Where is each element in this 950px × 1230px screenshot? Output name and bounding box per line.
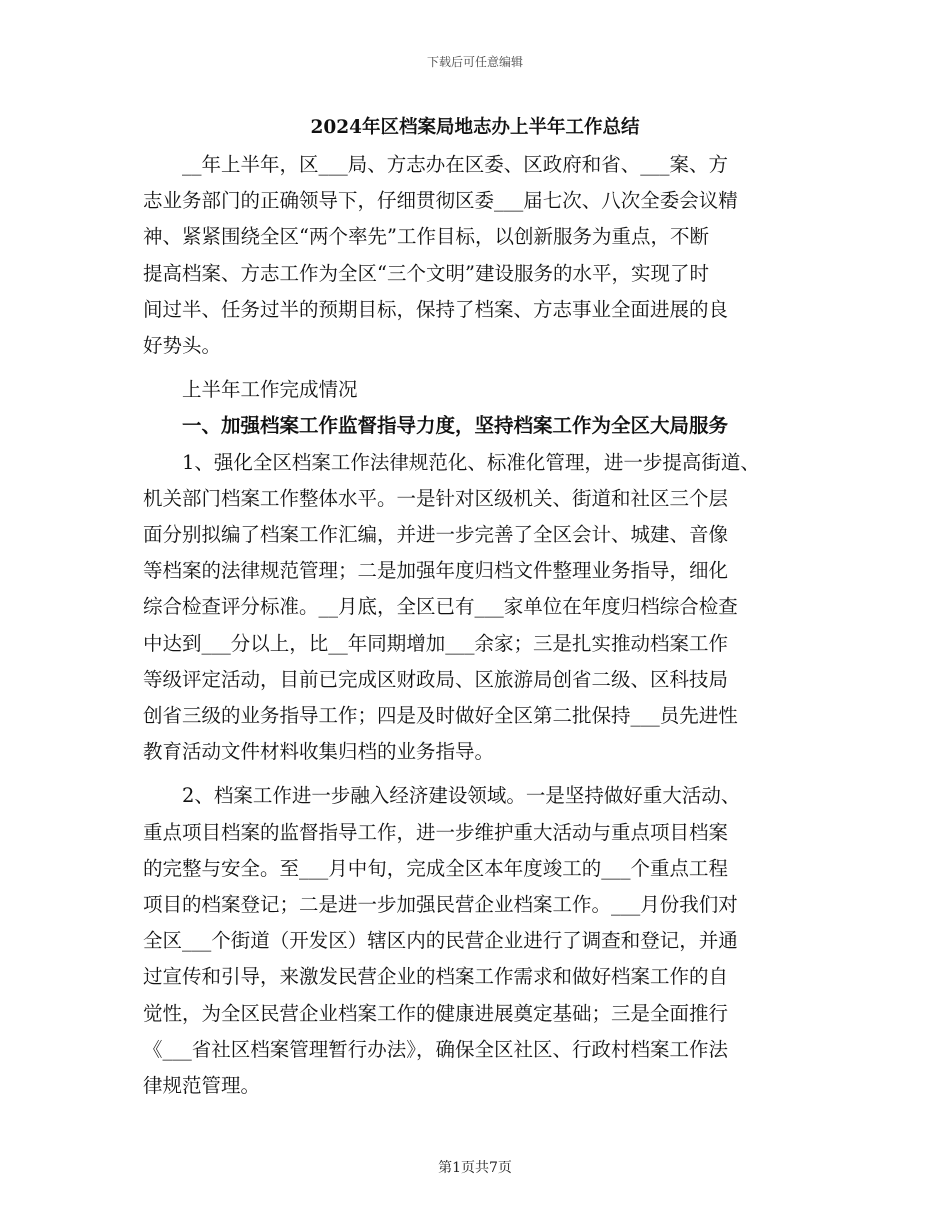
text-line: 2、档案工作进一步融入经济建设领域。一是坚持做好重大活动、: [143, 784, 741, 808]
document-body: [143, 147, 823, 1104]
text-line: 面分别拟编了档案工作汇编，并进一步完善了全区会计、城建、音像: [143, 523, 729, 547]
text-line: 教育活动文件材料收集归档的业务指导。: [143, 740, 495, 764]
section-heading-bold: [143, 408, 823, 444]
text-line: 综合检查评分标准。__月底，全区已有___家单位在年度归档综合检查: [143, 595, 738, 619]
text-line: 律规范管理。: [143, 1074, 261, 1098]
text-line: 间过半、任务过半的预期目标，保持了档案、方志事业全面进展的良: [143, 297, 729, 321]
text-line: 重点项目档案的监督指导工作，进一步维护重大活动与重点项目档案: [143, 820, 729, 844]
text-line: 提高档案、方志工作为全区“三个文明”建设服务的水平，实现了时: [143, 261, 709, 285]
section-heading-plain: [143, 372, 823, 408]
paragraph-item-1: [143, 445, 823, 771]
text-line: 机关部门档案工作整体水平。一是针对区级机关、街道和社区三个层: [143, 486, 729, 510]
text-line: 过宣传和引导，来激发民营企业的档案工作需求和做好档案工作的自: [143, 965, 729, 989]
document-title: 2024年区档案局地志办上半年工作总结: [310, 117, 640, 138]
text-line: 《___省社区档案管理暂行办法》，确保全区社区、行政村档案工作法: [143, 1037, 729, 1061]
paragraph-intro: [143, 147, 823, 364]
paragraph-item-2: [143, 778, 823, 1104]
page-footer: 第1页共7页: [438, 1160, 512, 1176]
text-line: 神、紧紧围绕全区“两个率先”工作目标，以创新服务为重点，不断: [143, 225, 709, 249]
text-line: 1、强化全区档案工作法律规范化、标准化管理，进一步提高街道、: [143, 450, 760, 474]
text-line: 等档案的法律规范管理；二是加强年度归档文件整理业务指导，细化: [143, 559, 729, 583]
text-line: 创省三级的业务指导工作；四是及时做好全区第二批保持___员先进性: [143, 704, 738, 728]
text-line: 全区___个街道（开发区）辖区内的民营企业进行了调查和登记，并通: [143, 929, 738, 953]
text-line: 的完整与安全。至___月中旬，完成全区本年度竣工的___个重点工程: [143, 856, 729, 880]
text-line: __年上半年，区___局、方志办在区委、区政府和省、___案、方: [143, 153, 729, 176]
text-line: 一、加强档案工作监督指导力度，坚持档案工作为全区大局服务: [143, 414, 729, 438]
text-line: 上半年工作完成情况: [143, 378, 358, 402]
text-line: 觉性，为全区民营企业档案工作的健康进展奠定基础；三是全面推行: [143, 1001, 729, 1025]
text-line: 志业务部门的正确领导下，仔细贯彻区委___届七次、八次全委会议精: [143, 189, 738, 213]
page-header: 下载后可任意编辑: [426, 55, 523, 69]
text-line: 项目的档案登记；二是进一步加强民营企业档案工作。___月份我们对: [143, 893, 738, 917]
text-line: 好势头。: [143, 334, 222, 358]
text-line: 中达到___分以上，比__年同期增加___余家；三是扎实推动档案工作: [143, 631, 729, 655]
text-line: 等级评定活动，目前已完成区财政局、区旅游局创省二级、区科技局: [143, 667, 729, 691]
